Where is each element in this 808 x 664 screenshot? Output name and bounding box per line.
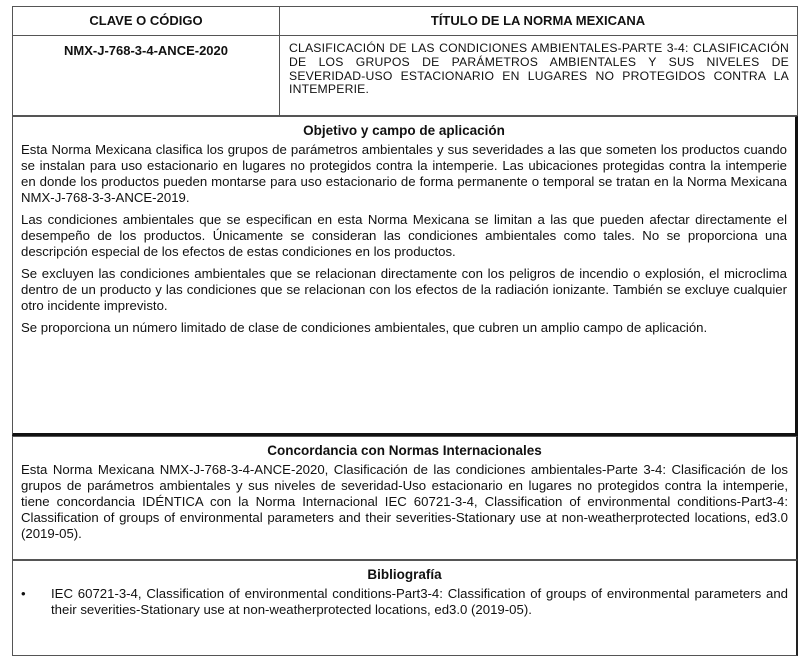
norm-title: CLASIFICACIÓN DE LAS CONDICIONES AMBIENTALES-PARTE 3-4: CLASIFICACIÓN DE LOS GRUPOS DE PARÁMETROS AMBIENTALES Y SUS NIVELES DE SEVERIDAD-USO ESTACIONARIO EN LUGARES NO PROTEGIDOS CONTRA LA INTEMPERIE. xyxy=(289,41,789,97)
objective-section xyxy=(12,116,798,436)
objective-paragraph: Se proporciona un número limitado de clase de condiciones ambientales, que cubren un amplio campo de aplicación. xyxy=(21,320,708,335)
bibliography-item xyxy=(21,586,788,618)
header-table xyxy=(12,6,798,116)
objective-paragraph: Esta Norma Mexicana clasifica los grupos de parámetros ambientales y sus severidades a las que someten los productos cuando se instalan para uso estacionario en lugares no protegidos contra la intemperie. Las ubicaciones protegidas contra la intemperie en donde los productos pueden montarse para uso estacionario de forma permanente o temporal se tratan en la Norma Mexicana NMX-J-768-3-3-ANCE-2019. xyxy=(21,142,787,205)
header-code-label: CLAVE O CÓDIGO xyxy=(89,13,203,28)
bullet-icon: • xyxy=(21,586,26,601)
concordance-text: Esta Norma Mexicana NMX-J-768-3-4-ANCE-2020, Clasificación de las condiciones ambientales-Parte 3-4: Clasificación de los grupos de parámetros ambientales y sus niveles de severidad-Uso estacionario en lugares no protegidos contra la intemperie, tiene concordancia IDÉNTICA con la Norma Internacional IEC 60721-3-4, Classification of environmental conditions-Part3-4: Classification of groups of environmental parameters and their severities-Stationary use at non-weatherprotected locations, ed3.0 (2019-05). xyxy=(21,462,788,541)
header-title-label: TÍTULO DE LA NORMA MEXICANA xyxy=(430,13,646,28)
concordance-section xyxy=(12,436,798,560)
objective-paragraph: Se excluyen las condiciones ambientales que se relacionan directamente con los peligros de incendio o explosión, el microclima dentro de un producto y las condiciones que se relacionan con los efectos de la radiación ionizante. También se excluye cualquier otro incidente imprevisto. xyxy=(21,266,787,313)
bibliography-section xyxy=(12,560,798,656)
bibliography-item-text: IEC 60721-3-4, Classification of environmental conditions-Part3-4: Classification of groups of environmental parameters and their severities-Stationary use at non-weatherprotected locations, ed3.0 (2019-05). xyxy=(51,586,788,617)
objective-heading: Objetivo y campo de aplicación xyxy=(303,123,505,138)
objective-paragraph: Las condiciones ambientales que se especifican en esta Norma Mexicana se limitan a las que pueden afectar directamente el desempeño de los productos. Únicamente se consideran las condiciones ambientales como tales. No se proporciona una descripción especial de los efectos de estas condiciones en los productos. xyxy=(21,212,787,259)
norm-code: NMX-J-768-3-4-ANCE-2020 xyxy=(64,43,228,58)
bibliography-heading: Bibliografía xyxy=(367,567,442,582)
header-row-divider xyxy=(13,35,797,36)
concordance-heading: Concordancia con Normas Internacionales xyxy=(267,443,542,458)
